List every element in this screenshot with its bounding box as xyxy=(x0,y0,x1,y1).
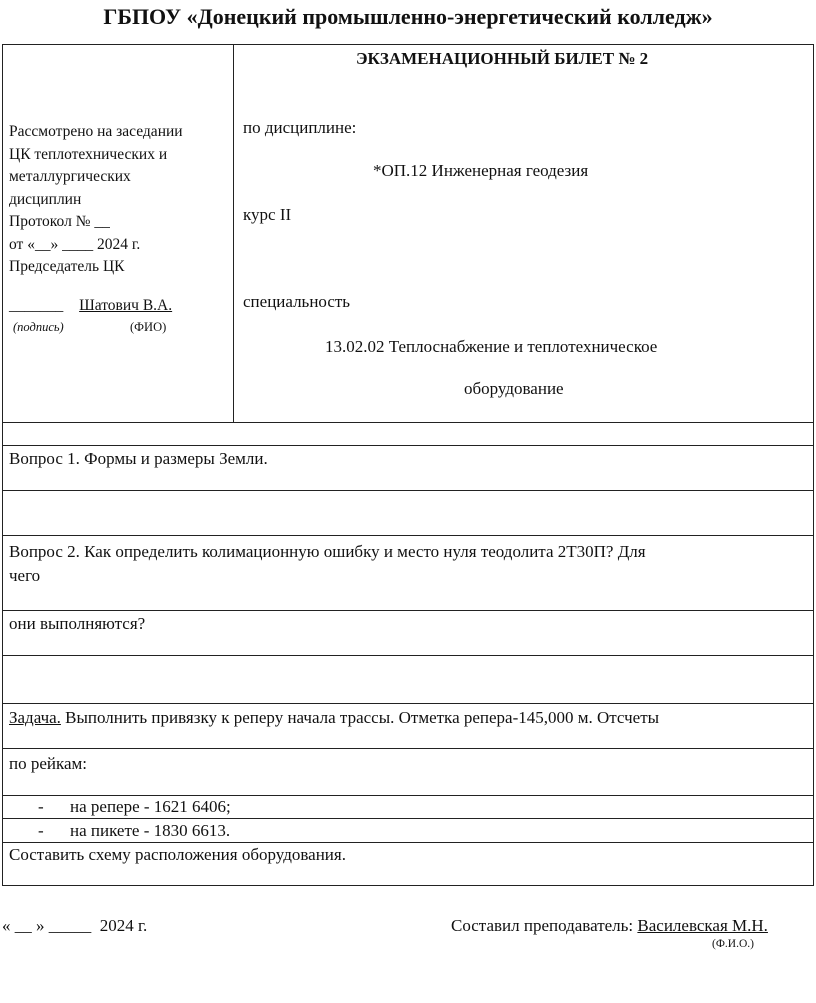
task-text: Выполнить привязку к реперу начала трассы. Отметка репера-145,000 м. Отсчеты xyxy=(60,708,660,727)
approval-line: Председатель ЦК xyxy=(9,258,125,275)
signature-caption: (подпись) xyxy=(13,320,64,334)
question-2-line: они выполняются? xyxy=(9,614,146,633)
approval-line: Протокол № __ xyxy=(9,213,110,230)
specialty-line: 13.02.02 Теплоснабжение и теплотехническое xyxy=(325,337,658,356)
task-label: Задача. xyxy=(9,708,61,727)
row-divider xyxy=(2,445,814,446)
approval-line: металлургических xyxy=(9,168,131,185)
header-divider xyxy=(233,44,234,422)
row-divider xyxy=(2,842,814,843)
signature-blank: _______ xyxy=(9,297,64,314)
task-bullet: на репере - 1621 6406; xyxy=(70,797,231,816)
row-divider xyxy=(2,610,814,611)
question-1: Вопрос 1. Формы и размеры Земли. xyxy=(9,449,268,468)
bullet-mark: - xyxy=(38,821,44,840)
signature-row xyxy=(9,297,172,315)
approval-line: дисциплин xyxy=(9,190,82,208)
row-divider xyxy=(2,422,814,423)
row-divider xyxy=(2,655,814,656)
specialty-label: специальность xyxy=(243,292,351,311)
task-line: по рейкам: xyxy=(9,754,88,773)
composer-name: Василевская М.Н. xyxy=(637,916,768,935)
fio-caption: (ФИО) xyxy=(130,320,167,334)
row-divider xyxy=(2,748,814,749)
composer-label: Составил преподаватель: xyxy=(451,916,638,935)
row-divider xyxy=(2,490,814,491)
row-divider xyxy=(2,703,814,704)
course-label: курс II xyxy=(243,205,292,224)
ticket-title: ЭКЗАМЕНАЦИОННЫЙ БИЛЕТ № 2 xyxy=(356,49,649,68)
discipline-label: по дисциплине: xyxy=(243,118,357,137)
approval-line: ЦК теплотехнических и xyxy=(9,145,168,163)
task-bullet: на пикете - 1830 6613. xyxy=(70,821,231,840)
page-title: ГБПОУ «Донецкий промышленно-энергетический колледж» xyxy=(103,4,713,29)
specialty-line: оборудование xyxy=(464,379,564,398)
footer-composer xyxy=(451,916,768,936)
task-final: Составить схему расположения оборудования. xyxy=(9,845,346,864)
discipline-name: *ОП.12 Инженерная геодезия xyxy=(373,161,589,180)
question-2-line: Вопрос 2. Как определить колимационную ошибку и место нуля теодолита 2Т30П? Для xyxy=(9,542,646,561)
row-divider xyxy=(2,535,814,536)
question-2-line: чего xyxy=(9,566,41,585)
row-divider xyxy=(2,818,814,819)
footer-date: « __ » _____ 2024 г. xyxy=(2,916,148,935)
bullet-mark: - xyxy=(38,797,44,816)
approval-line: Рассмотрено на заседании xyxy=(9,123,183,140)
approval-block xyxy=(9,121,183,279)
approval-line: от «__» ____ 2024 г. xyxy=(9,235,141,253)
task-line xyxy=(9,708,659,728)
fio-caption: (Ф.И.О.) xyxy=(712,938,754,950)
row-divider xyxy=(2,795,814,796)
signature-name: Шатович В.А. xyxy=(79,297,173,314)
